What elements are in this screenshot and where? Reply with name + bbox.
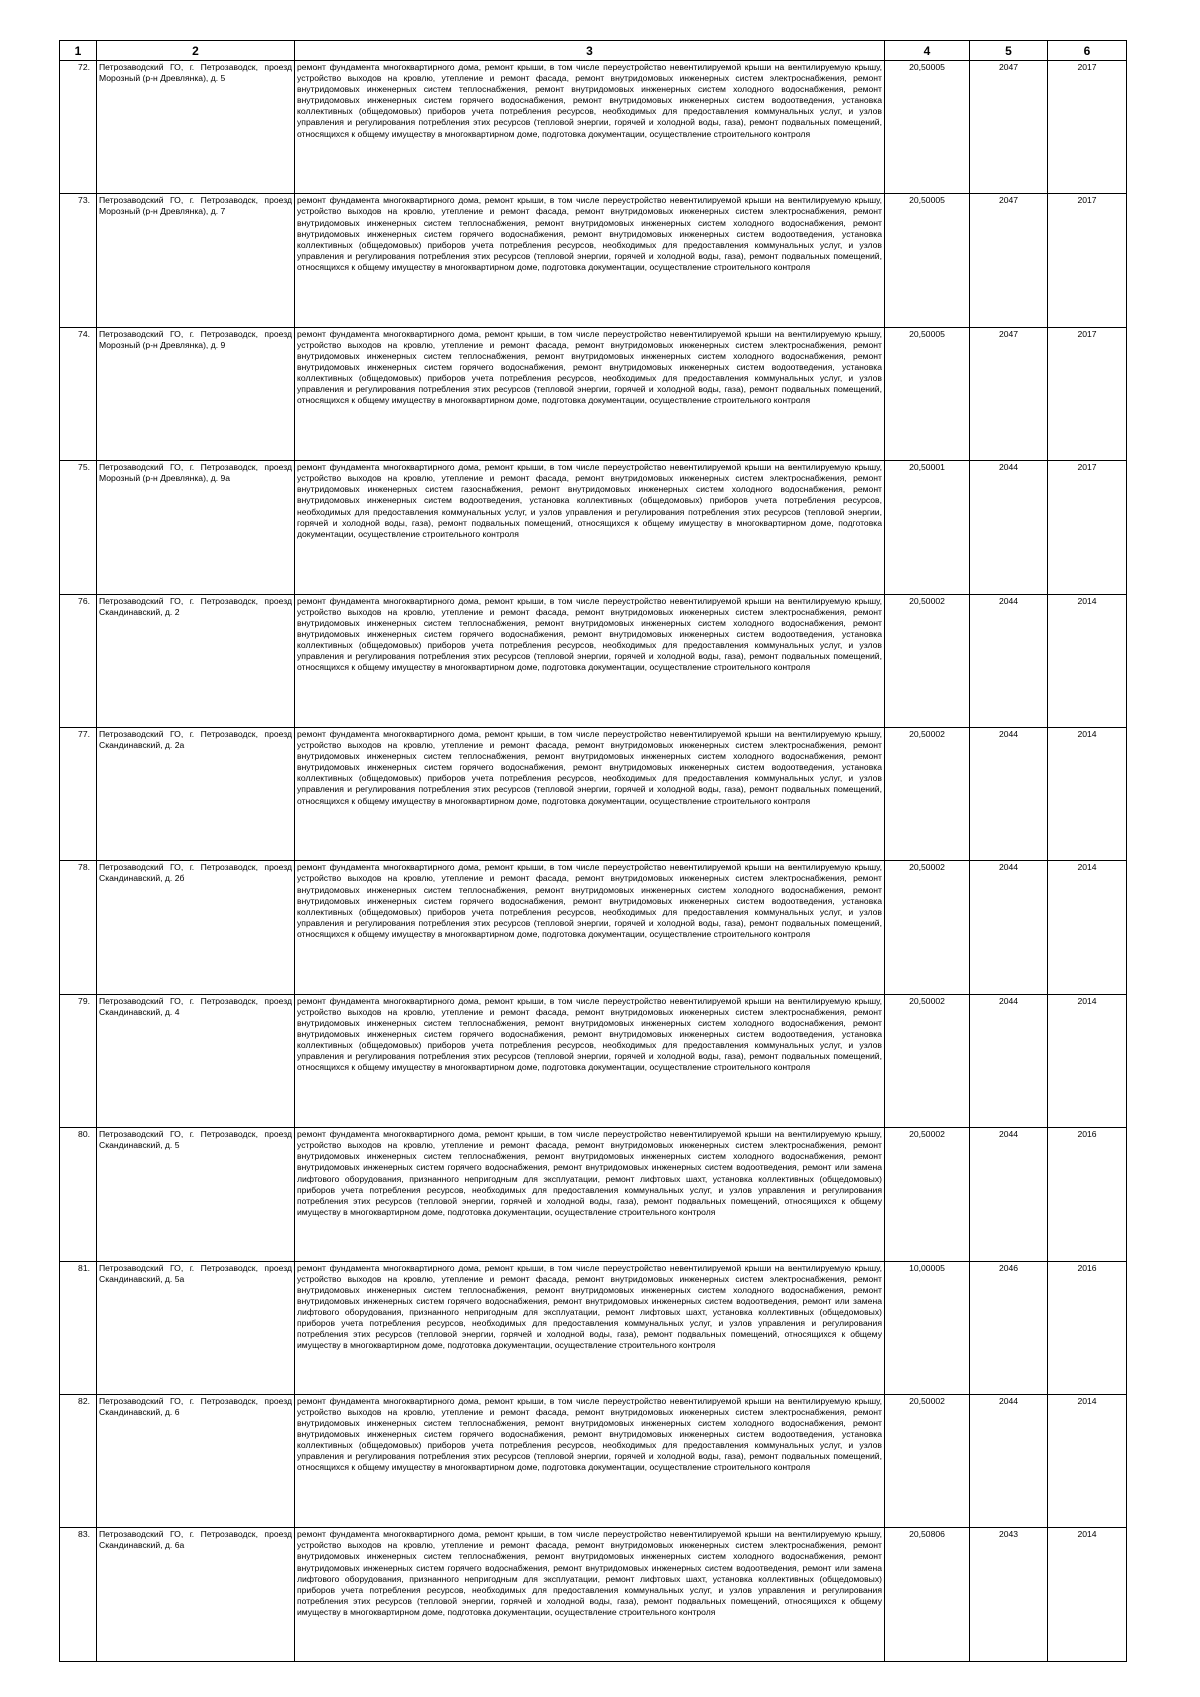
- building-address: Петрозаводский ГО, г. Петрозаводск, проезд Скандинавский, д. 6а: [97, 1528, 295, 1661]
- column-4-value: 20,50005: [885, 194, 970, 327]
- row-number: 74.: [60, 327, 97, 460]
- row-number: 75.: [60, 461, 97, 594]
- column-6-value: 2014: [1048, 727, 1127, 860]
- row-number: 76.: [60, 594, 97, 727]
- column-5-value: 2044: [970, 994, 1048, 1127]
- column-4-value: 20,50002: [885, 861, 970, 994]
- column-5-value: 2047: [970, 61, 1048, 194]
- column-6-value: 2016: [1048, 1261, 1127, 1394]
- column-5-value: 2047: [970, 327, 1048, 460]
- building-address: Петрозаводский ГО, г. Петрозаводск, проезд Скандинавский, д. 2: [97, 594, 295, 727]
- building-address: Петрозаводский ГО, г. Петрозаводск, проезд Скандинавский, д. 6: [97, 1394, 295, 1527]
- column-6-value: 2014: [1048, 861, 1127, 994]
- column-4-value: 20,50005: [885, 327, 970, 460]
- row-number: 82.: [60, 1394, 97, 1527]
- row-number: 83.: [60, 1528, 97, 1661]
- column-6-value: 2014: [1048, 1394, 1127, 1527]
- column-6-value: 2014: [1048, 1528, 1127, 1661]
- repair-works: ремонт фундамента многоквартирного дома, ремонт крыши, в том числе переустройство невентилируемой крыши на вентилируемую крышу, устройство выходов на кровлю, утепление и ремонт фасада, ремонт внутридомовых инженерных систем электроснабжения, ремонт внутридомовых инженерных систем газоснабжения, ремонт внутридомовых инженерных систем холодного водоснабжения, ремонт внутридомовых инженерных систем водоотведения, установка коллективных (общедомовых) приборов учета потребления ресурсов, необходимых для предоставления коммунальных услуг, и узлов управления и регулирования потребления этих ресурсов (тепловой энергии, горячей и холодной воды, газа), ремонт подвальных помещений, относящихся к общему имуществу в многоквартирном доме, подготовка документации, осуществление строительного контроля: [295, 461, 885, 594]
- column-5-value: 2044: [970, 861, 1048, 994]
- table-body: [60, 61, 1127, 1662]
- repair-works: ремонт фундамента многоквартирного дома, ремонт крыши, в том числе переустройство невентилируемой крыши на вентилируемую крышу, устройство выходов на кровлю, утепление и ремонт фасада, ремонт внутридомовых инженерных систем электроснабжения, ремонт внутридомовых инженерных систем теплоснабжения, ремонт внутридомовых инженерных систем холодного водоснабжения, ремонт внутридомовых инженерных систем горячего водоснабжения, ремонт внутридомовых инженерных систем водоотведения, ремонт или замена лифтового оборудования, признанного непригодным для эксплуатации, ремонт лифтовых шахт, установка коллективных (общедомовых) приборов учета потребления ресурсов, необходимых для предоставления коммунальных услуг, и узлов управления и регулирования потребления этих ресурсов (тепловой энергии, горячей и холодной воды, газа), ремонт подвальных помещений, относящихся к общему имуществу в многоквартирном доме, подготовка документации, осуществление строительного контроля: [295, 1528, 885, 1661]
- table-row: [60, 327, 1127, 460]
- table-row: [60, 727, 1127, 860]
- building-address: Петрозаводский ГО, г. Петрозаводск, проезд Морозный (р-н Древлянка), д. 5: [97, 61, 295, 194]
- column-4-value: 20,50002: [885, 994, 970, 1127]
- building-address: Петрозаводский ГО, г. Петрозаводск, проезд Скандинавский, д. 5а: [97, 1261, 295, 1394]
- column-4-value: 20,50005: [885, 61, 970, 194]
- building-address: Петрозаводский ГО, г. Петрозаводск, проезд Морозный (р-н Древлянка), д. 9а: [97, 461, 295, 594]
- building-address: Петрозаводский ГО, г. Петрозаводск, проезд Скандинавский, д. 2а: [97, 727, 295, 860]
- column-5-value: 2044: [970, 594, 1048, 727]
- column-5-value: 2044: [970, 727, 1048, 860]
- column-6-value: 2017: [1048, 194, 1127, 327]
- building-address: Петрозаводский ГО, г. Петрозаводск, проезд Скандинавский, д. 2б: [97, 861, 295, 994]
- column-5-value: 2046: [970, 1261, 1048, 1394]
- table-row: [60, 594, 1127, 727]
- column-5-value: 2043: [970, 1528, 1048, 1661]
- repair-works: ремонт фундамента многоквартирного дома, ремонт крыши, в том числе переустройство невентилируемой крыши на вентилируемую крышу, устройство выходов на кровлю, утепление и ремонт фасада, ремонт внутридомовых инженерных систем электроснабжения, ремонт внутридомовых инженерных систем теплоснабжения, ремонт внутридомовых инженерных систем холодного водоснабжения, ремонт внутридомовых инженерных систем горячего водоснабжения, ремонт внутридомовых инженерных систем водоотведения, установка коллективных (общедомовых) приборов учета потребления ресурсов, необходимых для предоставления коммунальных услуг, и узлов управления и регулирования потребления этих ресурсов (тепловой энергии, горячей и холодной воды, газа), ремонт подвальных помещений, относящихся к общему имуществу в многоквартирном доме, подготовка документации, осуществление строительного контроля: [295, 727, 885, 860]
- column-header-4: 4: [885, 41, 970, 61]
- table-row: [60, 194, 1127, 327]
- table-row: [60, 1261, 1127, 1394]
- column-4-value: 20,50002: [885, 1394, 970, 1527]
- column-4-value: 20,50806: [885, 1528, 970, 1661]
- column-4-value: 20,50002: [885, 1128, 970, 1261]
- column-6-value: 2017: [1048, 461, 1127, 594]
- repair-works: ремонт фундамента многоквартирного дома, ремонт крыши, в том числе переустройство невентилируемой крыши на вентилируемую крышу, устройство выходов на кровлю, утепление и ремонт фасада, ремонт внутридомовых инженерных систем электроснабжения, ремонт внутридомовых инженерных систем теплоснабжения, ремонт внутридомовых инженерных систем холодного водоснабжения, ремонт внутридомовых инженерных систем горячего водоснабжения, ремонт внутридомовых инженерных систем водоотведения, ремонт или замена лифтового оборудования, признанного непригодным для эксплуатации, ремонт лифтовых шахт, установка коллективных (общедомовых) приборов учета потребления ресурсов, необходимых для предоставления коммунальных услуг, и узлов управления и регулирования потребления этих ресурсов (тепловой энергии, горячей и холодной воды, газа), ремонт подвальных помещений, относящихся к общему имуществу в многоквартирном доме, подготовка документации, осуществление строительного контроля: [295, 1261, 885, 1394]
- repair-works: ремонт фундамента многоквартирного дома, ремонт крыши, в том числе переустройство невентилируемой крыши на вентилируемую крышу, устройство выходов на кровлю, утепление и ремонт фасада, ремонт внутридомовых инженерных систем электроснабжения, ремонт внутридомовых инженерных систем теплоснабжения, ремонт внутридомовых инженерных систем холодного водоснабжения, ремонт внутридомовых инженерных систем горячего водоснабжения, ремонт внутридомовых инженерных систем водоотведения, ремонт или замена лифтового оборудования, признанного непригодным для эксплуатации, ремонт лифтовых шахт, установка коллективных (общедомовых) приборов учета потребления ресурсов, необходимых для предоставления коммунальных услуг, и узлов управления и регулирования потребления этих ресурсов (тепловой энергии, горячей и холодной воды, газа), ремонт подвальных помещений, относящихся к общему имуществу в многоквартирном доме, подготовка документации, осуществление строительного контроля: [295, 1128, 885, 1261]
- repair-works: ремонт фундамента многоквартирного дома, ремонт крыши, в том числе переустройство невентилируемой крыши на вентилируемую крышу, устройство выходов на кровлю, утепление и ремонт фасада, ремонт внутридомовых инженерных систем электроснабжения, ремонт внутридомовых инженерных систем теплоснабжения, ремонт внутридомовых инженерных систем холодного водоснабжения, ремонт внутридомовых инженерных систем горячего водоснабжения, ремонт внутридомовых инженерных систем водоотведения, установка коллективных (общедомовых) приборов учета потребления ресурсов, необходимых для предоставления коммунальных услуг, и узлов управления и регулирования потребления этих ресурсов (тепловой энергии, горячей и холодной воды, газа), ремонт подвальных помещений, относящихся к общему имуществу в многоквартирном доме, подготовка документации, осуществление строительного контроля: [295, 861, 885, 994]
- document-page: [59, 40, 1126, 1662]
- building-address: Петрозаводский ГО, г. Петрозаводск, проезд Морозный (р-н Древлянка), д. 7: [97, 194, 295, 327]
- repair-works: ремонт фундамента многоквартирного дома, ремонт крыши, в том числе переустройство невентилируемой крыши на вентилируемую крышу, устройство выходов на кровлю, утепление и ремонт фасада, ремонт внутридомовых инженерных систем электроснабжения, ремонт внутридомовых инженерных систем теплоснабжения, ремонт внутридомовых инженерных систем холодного водоснабжения, ремонт внутридомовых инженерных систем горячего водоснабжения, ремонт внутридомовых инженерных систем водоотведения, установка коллективных (общедомовых) приборов учета потребления ресурсов, необходимых для предоставления коммунальных услуг, и узлов управления и регулирования потребления этих ресурсов (тепловой энергии, горячей и холодной воды, газа), ремонт подвальных помещений, относящихся к общему имуществу в многоквартирном доме, подготовка документации, осуществление строительного контроля: [295, 327, 885, 460]
- table-row: [60, 861, 1127, 994]
- column-6-value: 2017: [1048, 61, 1127, 194]
- table-row: [60, 994, 1127, 1127]
- column-5-value: 2044: [970, 1128, 1048, 1261]
- repair-schedule-table: [59, 40, 1127, 1662]
- column-4-value: 20,50002: [885, 594, 970, 727]
- repair-works: ремонт фундамента многоквартирного дома, ремонт крыши, в том числе переустройство невентилируемой крыши на вентилируемую крышу, устройство выходов на кровлю, утепление и ремонт фасада, ремонт внутридомовых инженерных систем электроснабжения, ремонт внутридомовых инженерных систем теплоснабжения, ремонт внутридомовых инженерных систем холодного водоснабжения, ремонт внутридомовых инженерных систем горячего водоснабжения, ремонт внутридомовых инженерных систем водоотведения, установка коллективных (общедомовых) приборов учета потребления ресурсов, необходимых для предоставления коммунальных услуг, и узлов управления и регулирования потребления этих ресурсов (тепловой энергии, горячей и холодной воды, газа), ремонт подвальных помещений, относящихся к общему имуществу в многоквартирном доме, подготовка документации, осуществление строительного контроля: [295, 994, 885, 1127]
- column-6-value: 2016: [1048, 1128, 1127, 1261]
- repair-works: ремонт фундамента многоквартирного дома, ремонт крыши, в том числе переустройство невентилируемой крыши на вентилируемую крышу, устройство выходов на кровлю, утепление и ремонт фасада, ремонт внутридомовых инженерных систем электроснабжения, ремонт внутридомовых инженерных систем теплоснабжения, ремонт внутридомовых инженерных систем холодного водоснабжения, ремонт внутридомовых инженерных систем горячего водоснабжения, ремонт внутридомовых инженерных систем водоотведения, установка коллективных (общедомовых) приборов учета потребления ресурсов, необходимых для предоставления коммунальных услуг, и узлов управления и регулирования потребления этих ресурсов (тепловой энергии, горячей и холодной воды, газа), ремонт подвальных помещений, относящихся к общему имуществу в многоквартирном доме, подготовка документации, осуществление строительного контроля: [295, 61, 885, 194]
- table-row: [60, 1528, 1127, 1661]
- column-header-5: 5: [970, 41, 1048, 61]
- table-row: [60, 461, 1127, 594]
- column-6-value: 2014: [1048, 994, 1127, 1127]
- row-number: 73.: [60, 194, 97, 327]
- row-number: 72.: [60, 61, 97, 194]
- column-header-1: 1: [60, 41, 97, 61]
- table-row: [60, 61, 1127, 194]
- row-number: 80.: [60, 1128, 97, 1261]
- table-header-row: [60, 41, 1127, 61]
- row-number: 77.: [60, 727, 97, 860]
- row-number: 78.: [60, 861, 97, 994]
- column-5-value: 2044: [970, 1394, 1048, 1527]
- column-4-value: 20,50001: [885, 461, 970, 594]
- repair-works: ремонт фундамента многоквартирного дома, ремонт крыши, в том числе переустройство невентилируемой крыши на вентилируемую крышу, устройство выходов на кровлю, утепление и ремонт фасада, ремонт внутридомовых инженерных систем электроснабжения, ремонт внутридомовых инженерных систем теплоснабжения, ремонт внутридомовых инженерных систем холодного водоснабжения, ремонт внутридомовых инженерных систем горячего водоснабжения, ремонт внутридомовых инженерных систем водоотведения, установка коллективных (общедомовых) приборов учета потребления ресурсов, необходимых для предоставления коммунальных услуг, и узлов управления и регулирования потребления этих ресурсов (тепловой энергии, горячей и холодной воды, газа), ремонт подвальных помещений, относящихся к общему имуществу в многоквартирном доме, подготовка документации, осуществление строительного контроля: [295, 194, 885, 327]
- table-row: [60, 1394, 1127, 1527]
- repair-works: ремонт фундамента многоквартирного дома, ремонт крыши, в том числе переустройство невентилируемой крыши на вентилируемую крышу, устройство выходов на кровлю, утепление и ремонт фасада, ремонт внутридомовых инженерных систем электроснабжения, ремонт внутридомовых инженерных систем теплоснабжения, ремонт внутридомовых инженерных систем холодного водоснабжения, ремонт внутридомовых инженерных систем горячего водоснабжения, ремонт внутридомовых инженерных систем водоотведения, установка коллективных (общедомовых) приборов учета потребления ресурсов, необходимых для предоставления коммунальных услуг, и узлов управления и регулирования потребления этих ресурсов (тепловой энергии, горячей и холодной воды, газа), ремонт подвальных помещений, относящихся к общему имуществу в многоквартирном доме, подготовка документации, осуществление строительного контроля: [295, 1394, 885, 1527]
- column-4-value: 10,00005: [885, 1261, 970, 1394]
- column-header-6: 6: [1048, 41, 1127, 61]
- building-address: Петрозаводский ГО, г. Петрозаводск, проезд Морозный (р-н Древлянка), д. 9: [97, 327, 295, 460]
- column-header-2: 2: [97, 41, 295, 61]
- column-header-3: 3: [295, 41, 885, 61]
- repair-works: ремонт фундамента многоквартирного дома, ремонт крыши, в том числе переустройство невентилируемой крыши на вентилируемую крышу, устройство выходов на кровлю, утепление и ремонт фасада, ремонт внутридомовых инженерных систем электроснабжения, ремонт внутридомовых инженерных систем теплоснабжения, ремонт внутридомовых инженерных систем холодного водоснабжения, ремонт внутридомовых инженерных систем горячего водоснабжения, ремонт внутридомовых инженерных систем водоотведения, установка коллективных (общедомовых) приборов учета потребления ресурсов, необходимых для предоставления коммунальных услуг, и узлов управления и регулирования потребления этих ресурсов (тепловой энергии, горячей и холодной воды, газа), ремонт подвальных помещений, относящихся к общему имуществу в многоквартирном доме, подготовка документации, осуществление строительного контроля: [295, 594, 885, 727]
- column-6-value: 2017: [1048, 327, 1127, 460]
- row-number: 79.: [60, 994, 97, 1127]
- column-5-value: 2047: [970, 194, 1048, 327]
- column-6-value: 2014: [1048, 594, 1127, 727]
- row-number: 81.: [60, 1261, 97, 1394]
- building-address: Петрозаводский ГО, г. Петрозаводск, проезд Скандинавский, д. 4: [97, 994, 295, 1127]
- building-address: Петрозаводский ГО, г. Петрозаводск, проезд Скандинавский, д. 5: [97, 1128, 295, 1261]
- table-row: [60, 1128, 1127, 1261]
- column-5-value: 2044: [970, 461, 1048, 594]
- column-4-value: 20,50002: [885, 727, 970, 860]
